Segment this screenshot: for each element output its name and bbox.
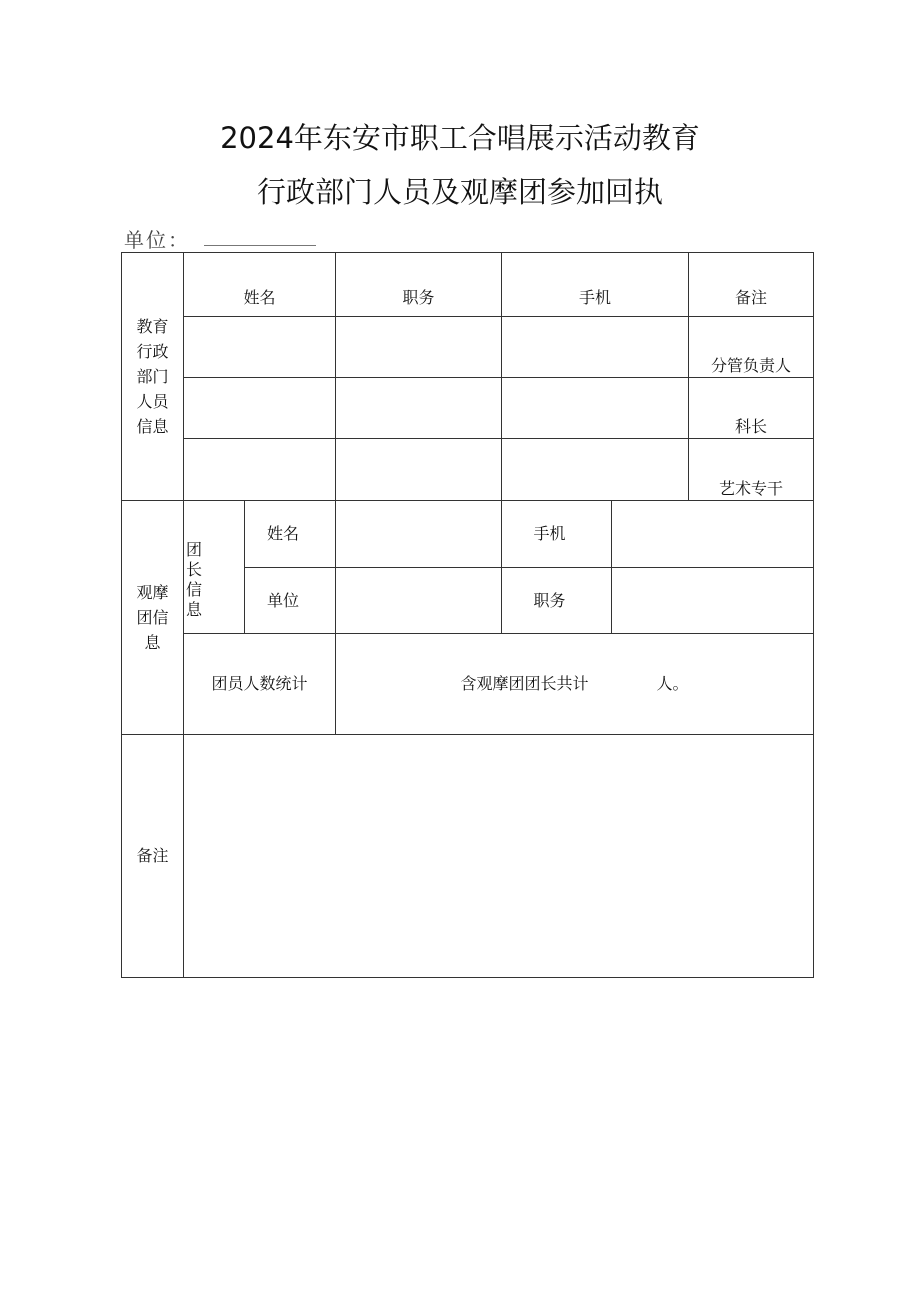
page-title-line-1: 2024年东安市职工合唱展示活动教育 (220, 121, 700, 155)
header-remark: 备注 (734, 288, 767, 307)
group-leader-label: 团 长 信 息 (186, 540, 203, 619)
admin-row-2-name[interactable] (184, 378, 335, 438)
leader-phone-input[interactable] (612, 501, 813, 567)
admin-row-2-phone[interactable] (502, 378, 688, 438)
member-count-text: 含观摩团团长共计 (460, 674, 589, 693)
admin-row-1-phone[interactable] (502, 317, 688, 377)
admin-row-1-remark: 分管负责人 (710, 356, 791, 375)
admin-row-2-position[interactable] (336, 378, 501, 438)
member-count-label: 团员人数统计 (211, 674, 308, 693)
table-border-bottom (121, 977, 814, 978)
member-count-suffix: 人。 (656, 674, 689, 693)
leader-position-label: 职务 (533, 590, 566, 610)
leader-name-label: 姓名 (266, 524, 299, 543)
header-phone: 手机 (578, 288, 611, 307)
table-border-right (813, 252, 814, 978)
leader-name-input[interactable] (336, 501, 501, 567)
remarks-input[interactable] (184, 735, 813, 977)
unit-field-label: 单位： (124, 228, 190, 252)
leader-unit-label: 单位 (266, 590, 299, 610)
section-group-label: 观摩 团信 息 (136, 583, 169, 652)
section-remarks-label: 备注 (136, 846, 169, 865)
admin-row-1-position[interactable] (336, 317, 501, 377)
section-admin-label: 教育 行政 部门 人员 信息 (136, 317, 169, 436)
admin-row-3-name[interactable] (184, 439, 335, 500)
admin-row-3-remark: 艺术专干 (718, 479, 783, 498)
leader-phone-label: 手机 (533, 524, 566, 543)
page-title-line-2: 行政部门人员及观摩团参加回执 (256, 175, 663, 209)
leader-unit-input[interactable] (336, 568, 501, 633)
admin-row-3-phone[interactable] (502, 439, 688, 500)
admin-row-3-position[interactable] (336, 439, 501, 500)
unit-field-input[interactable] (204, 245, 316, 246)
leader-position-input[interactable] (612, 568, 813, 633)
header-name: 姓名 (243, 288, 276, 307)
admin-row-1-name[interactable] (184, 317, 335, 377)
admin-row-2-remark: 科长 (734, 417, 767, 436)
header-position: 职务 (402, 288, 435, 307)
member-count-row (336, 634, 813, 734)
